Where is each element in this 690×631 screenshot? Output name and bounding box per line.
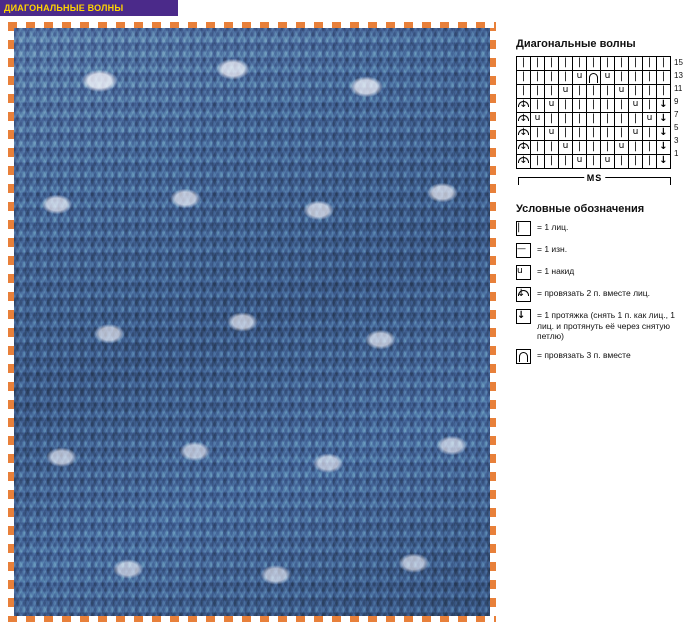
knit-icon — [657, 57, 670, 70]
knit-icon — [545, 113, 558, 126]
yo-icon — [545, 99, 558, 112]
chart-cell-knit — [629, 155, 643, 169]
knit-icon — [587, 57, 600, 70]
chart-row-numbers — [674, 56, 683, 160]
legend-item — [516, 349, 684, 364]
knitting-chart — [516, 56, 684, 189]
knit-icon — [643, 71, 656, 84]
yo-icon — [615, 141, 628, 154]
chart-cell-knit — [559, 155, 573, 169]
knit-icon — [601, 99, 614, 112]
knitted-lace-swatch-photo — [14, 28, 490, 616]
knit-icon — [601, 127, 614, 140]
knit-icon — [573, 113, 586, 126]
chart-cell-knit — [601, 141, 615, 155]
chart-cell-knit — [643, 71, 657, 85]
legend-item-text: = провязать 2 п. вместе лиц. — [537, 288, 651, 298]
chart-cell-knit — [601, 113, 615, 127]
knit-icon — [629, 71, 642, 84]
knit-icon — [615, 99, 628, 112]
chart-cell-yo — [573, 155, 587, 169]
chart-cell-knit — [531, 71, 545, 85]
chart-cell-knit — [531, 141, 545, 155]
knit-icon — [615, 127, 628, 140]
chart-cell-ssk — [657, 155, 671, 169]
chart-cell-yo — [601, 71, 615, 85]
page-title-banner — [0, 0, 178, 16]
chart-cell-knit — [545, 85, 559, 99]
chart-cell-knit — [615, 99, 629, 113]
chart-cell-yo — [573, 71, 587, 85]
knit-icon — [531, 141, 544, 154]
legend-symbol-ssk — [516, 309, 531, 324]
chart-cell-yo — [559, 85, 573, 99]
knit-icon — [573, 99, 586, 112]
legend-symbol-k2tog — [516, 287, 531, 302]
yo-icon — [559, 141, 572, 154]
knit-icon — [531, 57, 544, 70]
chart-cell-ssk — [657, 99, 671, 113]
ssk-icon — [657, 99, 670, 112]
legend-symbol-knit — [516, 221, 531, 236]
chart-cell-knit — [587, 155, 601, 169]
chart-cell-knit — [587, 99, 601, 113]
k2tog-icon — [517, 288, 530, 301]
knit-icon — [629, 141, 642, 154]
chart-cell-yo — [615, 85, 629, 99]
legend-item-text: = 1 изн. — [537, 244, 568, 254]
chart-row — [517, 85, 671, 99]
chart-cell-knit — [573, 99, 587, 113]
chart-row-number: 5 — [674, 123, 679, 132]
chart-cell-knit — [601, 99, 615, 113]
chart-cell-k2tog — [517, 127, 531, 141]
chart-row-number: 3 — [674, 136, 679, 145]
ssk-icon — [517, 310, 530, 323]
chart-cell-knit — [531, 99, 545, 113]
chart-cell-yo — [629, 127, 643, 141]
knit-icon — [545, 85, 558, 98]
knit-icon — [615, 57, 628, 70]
knit-icon — [643, 141, 656, 154]
knit-icon — [629, 85, 642, 98]
knit-icon — [657, 71, 670, 84]
ssk-icon — [657, 113, 670, 126]
legend-symbol-k3tog — [516, 349, 531, 364]
yo-icon — [517, 266, 530, 279]
ssk-icon — [657, 127, 670, 140]
chart-cell-yo — [643, 113, 657, 127]
chart-cell-knit — [629, 57, 643, 71]
knit-icon — [573, 141, 586, 154]
chart-row — [517, 155, 671, 169]
knit-icon — [643, 99, 656, 112]
knit-icon — [657, 85, 670, 98]
knit-icon — [587, 127, 600, 140]
knit-icon — [531, 127, 544, 140]
knit-icon — [587, 99, 600, 112]
knit-icon — [559, 57, 572, 70]
chart-cell-k2tog — [517, 141, 531, 155]
yo-icon — [643, 113, 656, 126]
chart-cell-knit — [545, 155, 559, 169]
legend-item — [516, 309, 684, 342]
legend-item-text: = провязать 3 п. вместе — [537, 349, 631, 360]
chart-cell-knit — [615, 155, 629, 169]
chart-cell-knit — [643, 155, 657, 169]
yo-icon — [629, 99, 642, 112]
k2tog-icon — [517, 155, 530, 168]
chart-cell-knit — [559, 113, 573, 127]
chart-cell-k2tog — [517, 99, 531, 113]
knit-icon — [615, 113, 628, 126]
k2tog-icon — [517, 127, 530, 140]
chart-cell-knit — [601, 57, 615, 71]
chart-cell-k3tog — [587, 71, 601, 85]
chart-cell-k2tog — [517, 155, 531, 169]
chart-row-number: 11 — [674, 84, 683, 93]
knit-icon — [573, 127, 586, 140]
chart-cell-knit — [643, 99, 657, 113]
chart-cell-ssk — [657, 113, 671, 127]
knit-icon — [517, 71, 530, 84]
chart-cell-knit — [643, 127, 657, 141]
knit-icon — [587, 155, 600, 168]
chart-cell-knit — [573, 141, 587, 155]
chart-cell-knit — [629, 113, 643, 127]
chart-cell-knit — [587, 85, 601, 99]
chart-cell-knit — [545, 71, 559, 85]
yo-icon — [545, 127, 558, 140]
k2tog-icon — [517, 113, 530, 126]
chart-cell-yo — [531, 113, 545, 127]
legend-item — [516, 243, 684, 258]
legend-symbol-purl — [516, 243, 531, 258]
chart-cell-knit — [517, 57, 531, 71]
knit-icon — [629, 113, 642, 126]
yo-icon — [601, 155, 614, 168]
knit-icon — [629, 57, 642, 70]
knit-icon — [517, 85, 530, 98]
chart-cell-knit — [643, 57, 657, 71]
knit-icon — [615, 155, 628, 168]
knit-icon — [643, 155, 656, 168]
knit-icon — [573, 57, 586, 70]
chart-cell-yo — [559, 141, 573, 155]
chart-cell-knit — [531, 85, 545, 99]
chart-cell-knit — [601, 85, 615, 99]
knit-icon — [587, 113, 600, 126]
chart-cell-knit — [559, 57, 573, 71]
knit-icon — [615, 71, 628, 84]
legend-item-text: = 1 лиц. — [537, 222, 569, 232]
k2tog-icon — [517, 99, 530, 112]
ssk-icon — [657, 141, 670, 154]
chart-cell-knit — [615, 113, 629, 127]
knit-icon — [601, 57, 614, 70]
knit-icon — [559, 155, 572, 168]
chart-cell-knit — [559, 127, 573, 141]
chart-cell-knit — [587, 127, 601, 141]
chart-row — [517, 57, 671, 71]
chart-cell-ssk — [657, 127, 671, 141]
knit-icon — [643, 57, 656, 70]
chart-cell-knit — [657, 71, 671, 85]
knit-icon — [559, 71, 572, 84]
yo-icon — [601, 71, 614, 84]
knit-icon — [559, 113, 572, 126]
knit-icon — [601, 141, 614, 154]
knit-icon — [587, 85, 600, 98]
yo-icon — [615, 85, 628, 98]
chart-cell-yo — [545, 99, 559, 113]
right-column — [516, 38, 684, 371]
knit-icon — [545, 155, 558, 168]
knit-icon — [545, 57, 558, 70]
chart-row-number: 9 — [674, 97, 679, 106]
chart-row — [517, 99, 671, 113]
chart-cell-knit — [573, 85, 587, 99]
chart-cell-knit — [573, 113, 587, 127]
chart-cell-knit — [573, 57, 587, 71]
chart-row — [517, 113, 671, 127]
yo-icon — [629, 127, 642, 140]
yo-icon — [573, 71, 586, 84]
chart-cell-knit — [587, 141, 601, 155]
chart-row — [517, 71, 671, 85]
chart-cell-k2tog — [517, 113, 531, 127]
legend-item — [516, 287, 684, 302]
knit-icon — [643, 127, 656, 140]
swatch-figure — [8, 22, 496, 622]
knit-icon — [517, 222, 530, 235]
chart-cell-knit — [559, 99, 573, 113]
chart-cell-knit — [615, 127, 629, 141]
legend-item — [516, 221, 684, 236]
k3tog-icon — [517, 350, 530, 363]
knit-icon — [545, 141, 558, 154]
chart-cell-knit — [531, 155, 545, 169]
knit-icon — [559, 127, 572, 140]
legend-title: Условные обозначения — [516, 203, 645, 215]
knit-icon — [587, 141, 600, 154]
chart-cell-ssk — [657, 141, 671, 155]
chart-title: Диагональные волны — [516, 38, 636, 50]
chart-cell-yo — [545, 127, 559, 141]
chart-cell-knit — [545, 113, 559, 127]
legend-item — [516, 265, 684, 280]
chart-cell-yo — [629, 99, 643, 113]
purl-icon — [517, 244, 530, 257]
chart-cell-yo — [601, 155, 615, 169]
chart-grid — [516, 56, 671, 169]
knit-icon — [601, 85, 614, 98]
knit-icon — [559, 99, 572, 112]
chart-cell-knit — [629, 85, 643, 99]
chart-cell-knit — [643, 85, 657, 99]
chart-cell-knit — [615, 57, 629, 71]
knit-icon — [573, 85, 586, 98]
page-title: ДИАГОНАЛЬНЫЕ ВОЛНЫ — [4, 3, 124, 13]
knit-icon — [601, 113, 614, 126]
chart-cell-knit — [517, 85, 531, 99]
chart-row-number: 1 — [674, 149, 679, 158]
chart-cell-knit — [559, 71, 573, 85]
chart-cell-knit — [629, 71, 643, 85]
chart-cell-knit — [587, 57, 601, 71]
yo-icon — [573, 155, 586, 168]
chart-cell-knit — [601, 127, 615, 141]
chart-cell-knit — [517, 71, 531, 85]
legend-item-text: = 1 протяжка (снять 1 п. как лиц., 1 лиц. и протянуть её через снятую петлю) — [537, 310, 676, 341]
knit-icon — [643, 85, 656, 98]
chart-cell-knit — [573, 127, 587, 141]
chart-cell-knit — [629, 141, 643, 155]
k2tog-icon — [517, 141, 530, 154]
knit-icon — [531, 71, 544, 84]
chart-cell-knit — [587, 113, 601, 127]
knit-icon — [545, 71, 558, 84]
knit-icon — [517, 57, 530, 70]
knit-icon — [531, 155, 544, 168]
chart-cell-knit — [531, 127, 545, 141]
repeat-label: MS — [584, 173, 606, 183]
knit-icon — [531, 85, 544, 98]
chart-repeat-bracket — [516, 169, 673, 189]
chart-cell-knit — [657, 57, 671, 71]
chart-cell-knit — [545, 57, 559, 71]
chart-cell-knit — [643, 141, 657, 155]
chart-cell-knit — [657, 85, 671, 99]
chart-cell-knit — [615, 71, 629, 85]
chart-cell-knit — [545, 141, 559, 155]
knit-icon — [629, 155, 642, 168]
chart-row-number: 7 — [674, 110, 679, 119]
chart-row-number: 13 — [674, 71, 683, 80]
chart-row — [517, 127, 671, 141]
chart-cell-yo — [615, 141, 629, 155]
legend — [516, 203, 684, 364]
knit-icon — [531, 99, 544, 112]
legend-symbol-yo — [516, 265, 531, 280]
chart-cell-knit — [531, 57, 545, 71]
legend-item-text: = 1 накид — [537, 266, 575, 276]
ssk-icon — [657, 155, 670, 168]
yo-icon — [559, 85, 572, 98]
yo-icon — [531, 113, 544, 126]
k3tog-icon — [587, 71, 600, 84]
chart-row — [517, 141, 671, 155]
chart-row-number: 15 — [674, 58, 683, 67]
